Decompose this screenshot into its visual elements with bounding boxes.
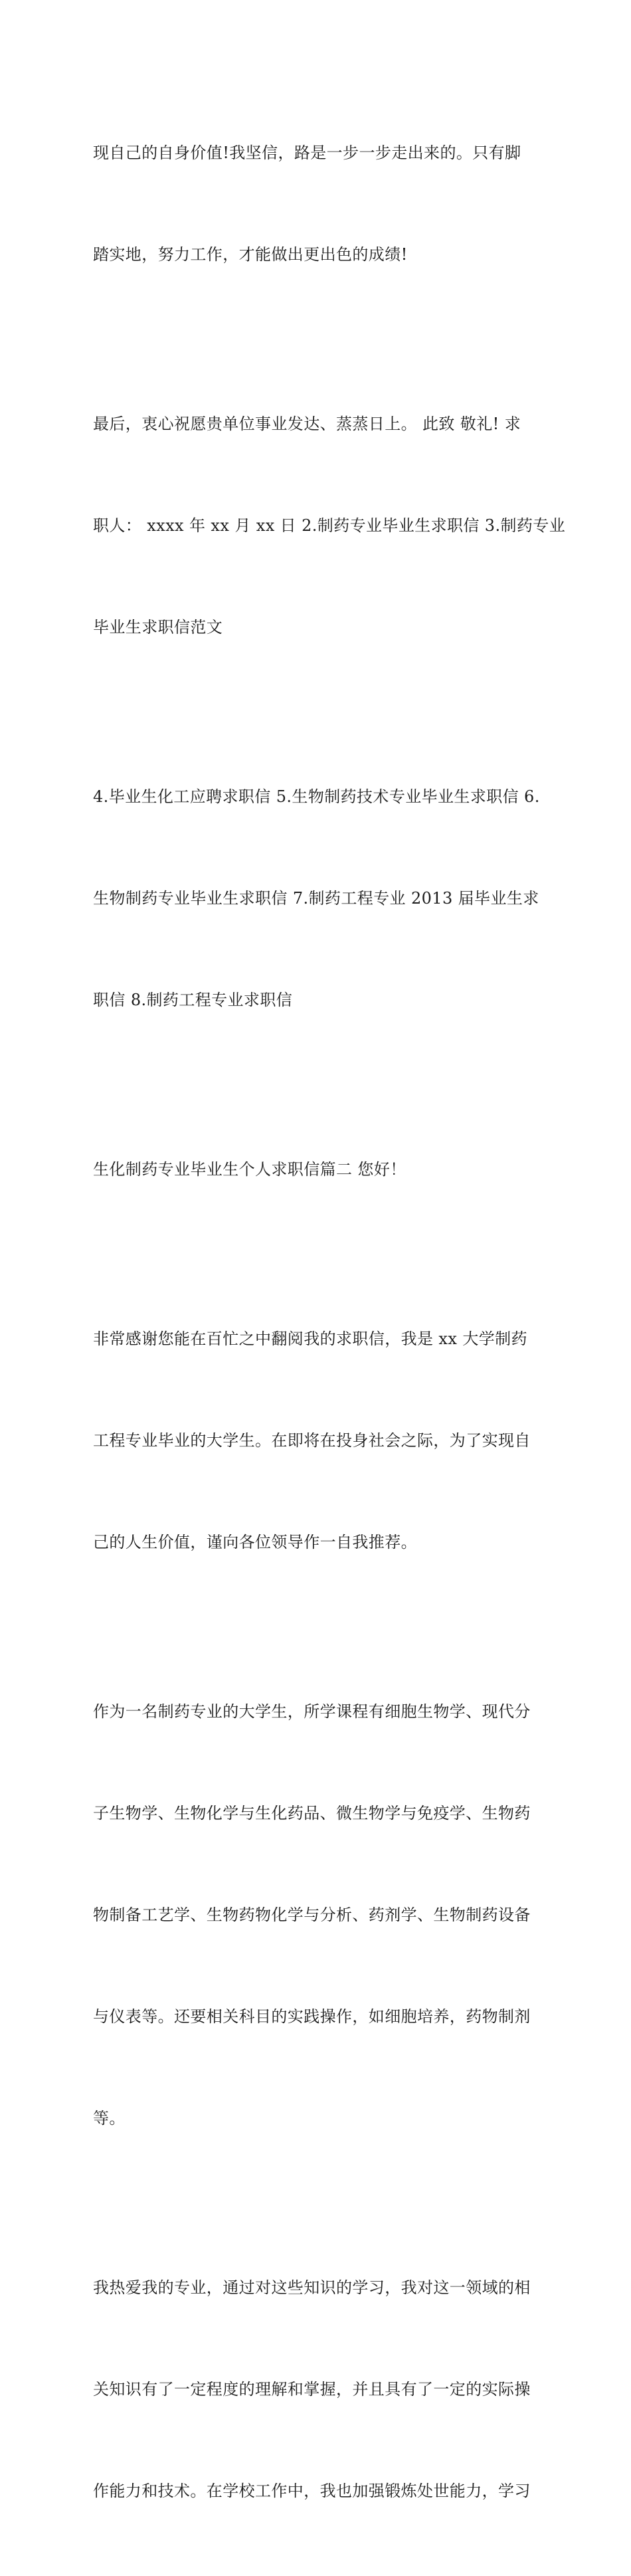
text-line: 与仪表等。还要相关科目的实践操作，如细胞培养，药物制剂: [93, 2007, 531, 2026]
text-line: 子生物学、生物化学与生化药品、微生物学与免疫学、生物药: [93, 1804, 531, 1823]
text-line: 非常感谢您能在百忙之中翻阅我的求职信，我是 xx 大学制药: [93, 1330, 527, 1348]
text-line: 生物制药专业毕业生求职信 7.制药工程专业 2013 届毕业生求: [93, 889, 539, 908]
text-line: 生化制药专业毕业生个人求职信篇二 您好！: [93, 1160, 406, 1179]
text-line: 作为一名制药专业的大学生，所学课程有细胞生物学、现代分: [93, 1702, 531, 1721]
text-line: 等。: [93, 2109, 126, 2128]
text-line: 物制备工艺学、生物药物化学与分析、药剂学、生物制药设备: [93, 1906, 531, 1924]
text-line: 职信 8.制药工程专业求职信: [93, 991, 293, 1009]
document-body: [93, 68, 566, 2576]
text-line: 我热爱我的专业，通过对这些知识的学习，我对这一领域的相: [93, 2278, 531, 2297]
text-line: 己的人生价值，谨向各位领导作一自我推荐。: [93, 1533, 417, 1551]
paragraph-courses: [93, 1627, 539, 2203]
text-line: 4.毕业生化工应聘求职信 5.生物制药技术专业毕业生求职信 6.: [93, 787, 540, 806]
text-line: 现自己的自身价值!我坚信，路是一步一步走出来的。只有脚: [93, 144, 521, 162]
text-line: 职人： xxxx 年 xx 月 xx 日 2.制药专业毕业生求职信 3.制药专业: [93, 516, 566, 535]
paragraph-introduction: [93, 1254, 539, 1627]
text-line: 毕业生求职信范文: [93, 618, 223, 637]
paragraph-self-value: [93, 68, 539, 340]
section-heading-letter-two: [93, 1085, 539, 1254]
text-line: 踏实地，努力工作，才能做出更出色的成绩!: [93, 245, 408, 264]
paragraph-related-list: [93, 712, 539, 1085]
text-line: 关知识有了一定程度的理解和掌握，并且具有了一定的实际操: [93, 2380, 531, 2399]
paragraph-closing-signature: [93, 340, 566, 712]
paragraph-passion: [93, 2203, 539, 2576]
text-line: 工程专业毕业的大学生。在即将在投身社会之际，为了实现自: [93, 1431, 531, 1450]
text-line: 作能力和技术。在学校工作中，我也加强锻炼处世能力，学习: [93, 2482, 531, 2500]
text-line: 最后，衷心祝愿贵单位事业发达、蒸蒸日上。 此致 敬礼! 求: [93, 415, 521, 433]
